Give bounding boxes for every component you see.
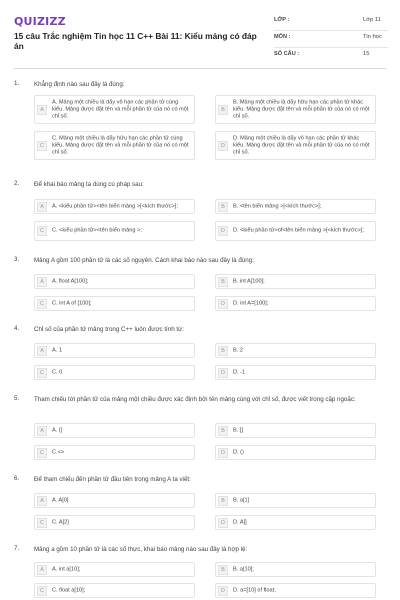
option-c[interactable] (34, 221, 195, 241)
option-text: B. <tên biến mảng >[<kích thước>]; (233, 203, 322, 209)
question-text: Mảng a gồm 10 phần tử là các số thực, khai báo mảng nào sau đây là hợp lệ: (34, 546, 248, 553)
option-text: A. <kiểu phần tử><tên biến mảng >[<kích thước>]; (52, 203, 178, 209)
option-letter: B (218, 426, 228, 436)
question-text: Để tham chiếu đến phần tử đầu tiên trong mảng A ta viết: (34, 476, 191, 483)
option-letter: D (218, 448, 228, 458)
question-text: Mảng A gồm 100 phần tử là các số nguyên. Cách khai báo nào sau đây là đúng: (34, 257, 254, 264)
option-letter: B (218, 202, 228, 212)
meta-row-subject (274, 31, 388, 48)
option-text: C. int A of [100]; (52, 300, 92, 306)
option-letter: A (37, 346, 47, 356)
option-d[interactable] (215, 131, 376, 160)
option-letter: D (218, 226, 228, 236)
option-text: A. float A[100]; (52, 278, 89, 284)
option-text: C. float a[10]; (52, 587, 86, 593)
page-title: 15 câu Trắc nghiệm Tin học 11 C++ Bài 11: Kiểu mảng có đáp án (14, 31, 257, 51)
option-text: A. A[0] (52, 497, 69, 503)
option-text: B. [] (233, 427, 243, 433)
option-c[interactable] (34, 583, 195, 598)
option-letter: C (37, 448, 47, 458)
option-a[interactable] (34, 199, 195, 214)
option-letter: C (37, 141, 47, 151)
option-a[interactable] (34, 95, 195, 124)
meta-value: Tin học (363, 34, 382, 40)
question-number: 4. (14, 325, 20, 332)
option-b[interactable] (215, 199, 376, 214)
option-text: B. a[10]; (233, 566, 254, 572)
option-a[interactable] (34, 562, 195, 577)
option-c[interactable] (34, 131, 195, 160)
option-text: B. int A[100]; (233, 278, 265, 284)
option-text: B. a[1] (233, 497, 250, 503)
option-letter: B (218, 346, 228, 356)
option-b[interactable] (215, 493, 376, 508)
option-letter: A (37, 496, 47, 506)
option-c[interactable] (34, 515, 195, 530)
option-a[interactable] (34, 343, 195, 358)
meta-info-box (274, 14, 388, 64)
question-number: 2. (14, 180, 20, 187)
option-letter: D (218, 586, 228, 596)
option-text: C.<> (52, 449, 65, 455)
option-letter: B (218, 277, 228, 287)
option-text: B. Mảng một chiều là dãy hữu hạn các phần tử khác kiểu. Mảng được đặt tên và mỗi phần tử của nó có một chỉ số. (233, 99, 370, 119)
option-letter: C (37, 518, 47, 528)
option-text: D. a=[10] of float; (233, 587, 276, 593)
meta-value: 15 (363, 51, 370, 57)
meta-label: SỐ CÂU : (274, 51, 300, 57)
option-c[interactable] (34, 445, 195, 460)
option-text: D. -1 (233, 369, 246, 375)
quizizz-logo: QUIZIZZ (14, 15, 66, 28)
option-letter: C (37, 226, 47, 236)
meta-value: Lớp 11 (363, 17, 381, 23)
option-text: A. 1 (52, 347, 62, 353)
option-c[interactable] (34, 296, 195, 311)
option-letter: B (218, 565, 228, 575)
header-divider (14, 68, 386, 69)
question-text: Để khai báo mảng ta dùng cú pháp sau: (34, 181, 144, 188)
option-text: C. 0 (52, 369, 63, 375)
option-letter: A (37, 277, 47, 287)
option-text: D. () (233, 449, 244, 455)
option-b[interactable] (215, 274, 376, 289)
option-text: D. int A=[100]; (233, 300, 269, 306)
option-a[interactable] (34, 493, 195, 508)
meta-row-class (274, 14, 388, 31)
option-c[interactable] (34, 365, 195, 380)
option-text: B. 2 (233, 347, 243, 353)
option-b[interactable] (215, 343, 376, 358)
option-text: A. int a[10]; (52, 566, 81, 572)
option-letter: B (218, 105, 228, 115)
option-d[interactable] (215, 365, 376, 380)
option-text: C. A[2] (52, 519, 69, 525)
option-text: C. Mảng một chiều là dãy hữu hạn các phần tử cùng kiểu. Mảng được đặt tên và mỗi phần tử của nó có một chỉ số. (52, 135, 189, 155)
option-letter: D (218, 368, 228, 378)
option-text: A. Mảng một chiều là dãy vô hạn các phần tử cùng kiểu. Mảng được đặt tên và mỗi phần tử của nó có một chỉ số. (52, 99, 189, 119)
option-letter: C (37, 586, 47, 596)
option-d[interactable] (215, 221, 376, 241)
option-letter: D (218, 299, 228, 309)
option-d[interactable] (215, 515, 376, 530)
option-letter: A (37, 426, 47, 436)
option-letter: A (37, 105, 47, 115)
option-b[interactable] (215, 562, 376, 577)
option-text: A. {} (52, 427, 63, 433)
option-letter: B (218, 496, 228, 506)
question-text: Khẳng định nào sau đây là đúng: (34, 81, 125, 88)
question-number: 5. (14, 395, 20, 402)
question-number: 7. (14, 545, 20, 552)
option-letter: D (218, 518, 228, 528)
option-a[interactable] (34, 274, 195, 289)
option-letter: C (37, 299, 47, 309)
option-text: D. A[] (233, 519, 247, 525)
question-number: 6. (14, 475, 20, 482)
option-letter: D (218, 141, 228, 151)
option-letter: A (37, 565, 47, 575)
option-letter: A (37, 202, 47, 212)
meta-row-count (274, 48, 388, 64)
option-letter: C (37, 368, 47, 378)
option-b[interactable] (215, 423, 376, 438)
meta-label: LỚP : (274, 17, 290, 23)
question-text: Chỉ số của phần tử mảng trong C++ luôn được tính từ: (34, 326, 184, 333)
question-number: 1. (14, 80, 20, 87)
question-number: 3. (14, 256, 20, 263)
option-d[interactable] (215, 583, 376, 598)
option-d[interactable] (215, 296, 376, 311)
meta-label: MÔN : (274, 34, 291, 40)
option-a[interactable] (34, 423, 195, 438)
option-text: C. <kiểu phần tử><tên biến mảng >; (52, 227, 142, 234)
option-text: D. Mảng một chiều là dãy vô hạn các phần tử khác kiểu. Mảng được đặt tên và mỗi phần tử của nó có một chỉ số. (233, 135, 370, 155)
question-text: Tham chiếu tới phần tử của mảng một chiều được xác định bởi tên mảng cùng với chỉ số, được viết trong cặp ngoặc: (34, 396, 356, 403)
option-b[interactable] (215, 95, 376, 124)
option-d[interactable] (215, 445, 376, 460)
option-text: D. <kiểu phần tử>of<tên biến mảng >[<kích thước>]; (233, 227, 364, 234)
